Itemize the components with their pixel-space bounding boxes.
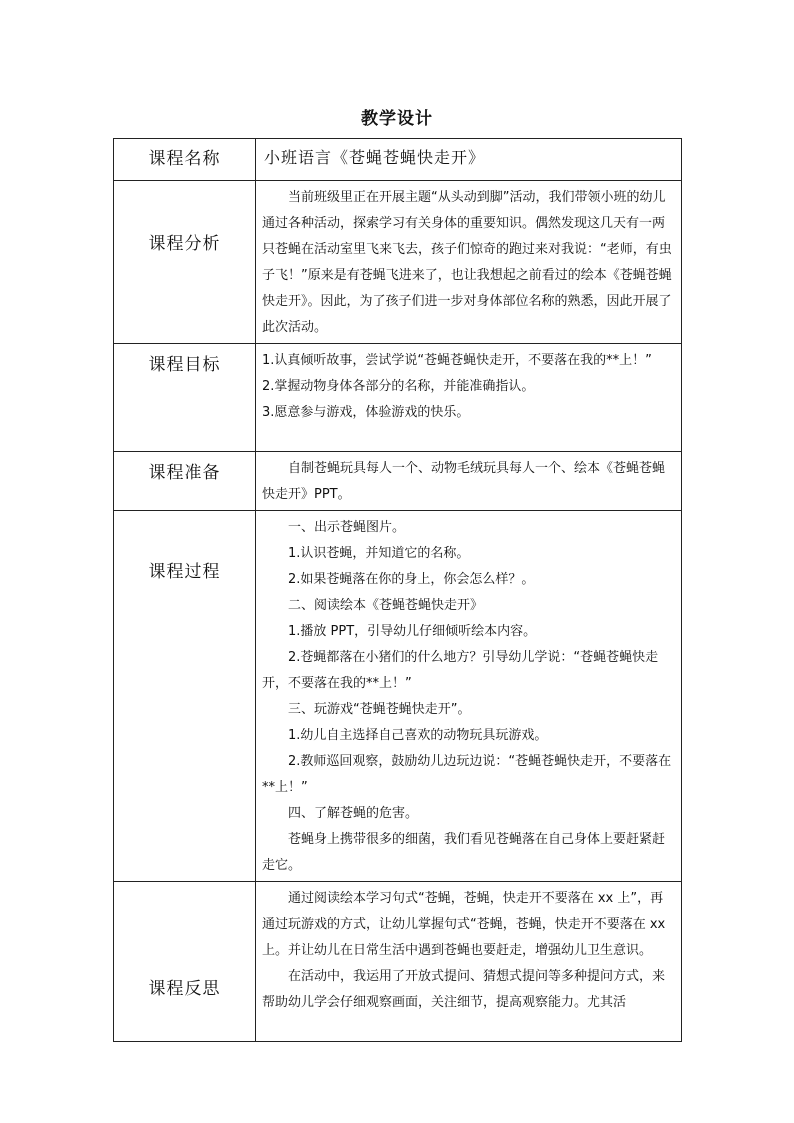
process-line: 2.如果苍蝇落在你的身上，你会怎么样？。 [288,572,535,587]
course-name-label [114,139,256,181]
course-analysis-content [256,181,682,344]
course-analysis-text: 当前班级里正在开展主题“从头动到脚”活动，我们带领小班的幼儿通过各种活动，探索学习有关身体的重要知识。偶然发现这几天有一两只苍蝇在活动室里飞来飞去，孩子们惊奇的跑过来对我说：“老师，有虫子飞！”原来是有苍蝇飞进来了，也让我想起之前看过的绘本《苍蝇苍蝇快走开》。因此，为了孩子们进一步对身体部位名称的熟悉，因此开展了此次活动。 [262,190,672,335]
course-name-value: 小班语言《苍蝇苍蝇快走开》 [256,139,682,181]
row-course-process [114,511,682,882]
course-goals-label [114,344,256,452]
course-prep-label-text: 课程准备 [148,463,221,483]
goal-item: 3.愿意参与游戏，体验游戏的快乐。 [262,405,470,420]
course-prep-label [114,452,256,511]
process-line: 2.教师巡回观察，鼓励幼儿边玩边说：“苍蝇苍蝇快走开，不要落在**上！” [262,754,672,795]
lesson-plan-table [113,138,682,1042]
course-name-label-text: 课程名称 [148,149,221,169]
document-title: 教学设计 [361,109,433,129]
row-course-prep [114,452,682,511]
course-analysis-label [114,181,256,344]
process-line: 苍蝇身上携带很多的细菌，我们看见苍蝇落在自己身体上要赶紧赶走它。 [262,832,666,873]
row-course-goals [114,344,682,452]
reflection-paragraph: 在活动中，我运用了开放式提问、猜想式提问等多种提问方式，来帮助幼儿学会仔细观察画面，关注细节，提高观察能力。尤其活 [262,969,666,1010]
reflection-paragraph: 通过阅读绘本学习句式“苍蝇，苍蝇，快走开不要落在 xx 上”，再通过玩游戏的方式，让幼儿掌握句式“苍蝇，苍蝇，快走开不要落在 xx 上。并让幼儿在日常生活中遇到苍蝇也要赶走，增强幼儿卫生意识。 [262,891,666,958]
course-goals-content [256,344,682,452]
course-process-label-text: 课程过程 [148,562,221,582]
process-line: 三、玩游戏“苍蝇苍蝇快走开”。 [288,702,471,717]
row-course-analysis [114,181,682,344]
course-prep-text: 自制苍蝇玩具每人一个、动物毛绒玩具每人一个、绘本《苍蝇苍蝇快走开》PPT。 [262,461,666,502]
course-goals-label-text: 课程目标 [148,355,221,375]
process-line: 1.幼儿自主选择自己喜欢的动物玩具玩游戏。 [288,728,548,743]
process-line: 2.苍蝇都落在小猪们的什么地方？引导幼儿学说：“苍蝇苍蝇快走开，不要落在我的**上！” [262,650,659,691]
course-prep-content [256,452,682,511]
course-process-label [114,511,256,882]
process-line: 1.播放 PPT，引导幼儿仔细倾听绘本内容。 [288,624,537,639]
process-line: 二、阅读绘本《苍蝇苍蝇快走开》 [288,598,484,613]
row-course-reflection [114,882,682,1042]
row-course-name [114,139,682,181]
goal-item: 2.掌握动物身体各部分的名称，并能准确指认。 [262,379,535,394]
course-process-content [256,511,682,882]
course-analysis-label-text: 课程分析 [148,234,221,254]
process-line: 一、出示苍蝇图片。 [288,520,406,535]
process-line: 四、了解苍蝇的危害。 [288,806,419,821]
course-reflection-label-text: 课程反思 [148,979,221,999]
reflection-clip [262,886,675,1036]
course-reflection-content [256,882,682,1042]
course-reflection-label [114,882,256,1042]
process-line: 1.认识苍蝇，并知道它的名称。 [288,546,470,561]
goal-item: 1.认真倾听故事，尝试学说“苍蝇苍蝇快走开，不要落在我的**上！” [262,353,652,368]
